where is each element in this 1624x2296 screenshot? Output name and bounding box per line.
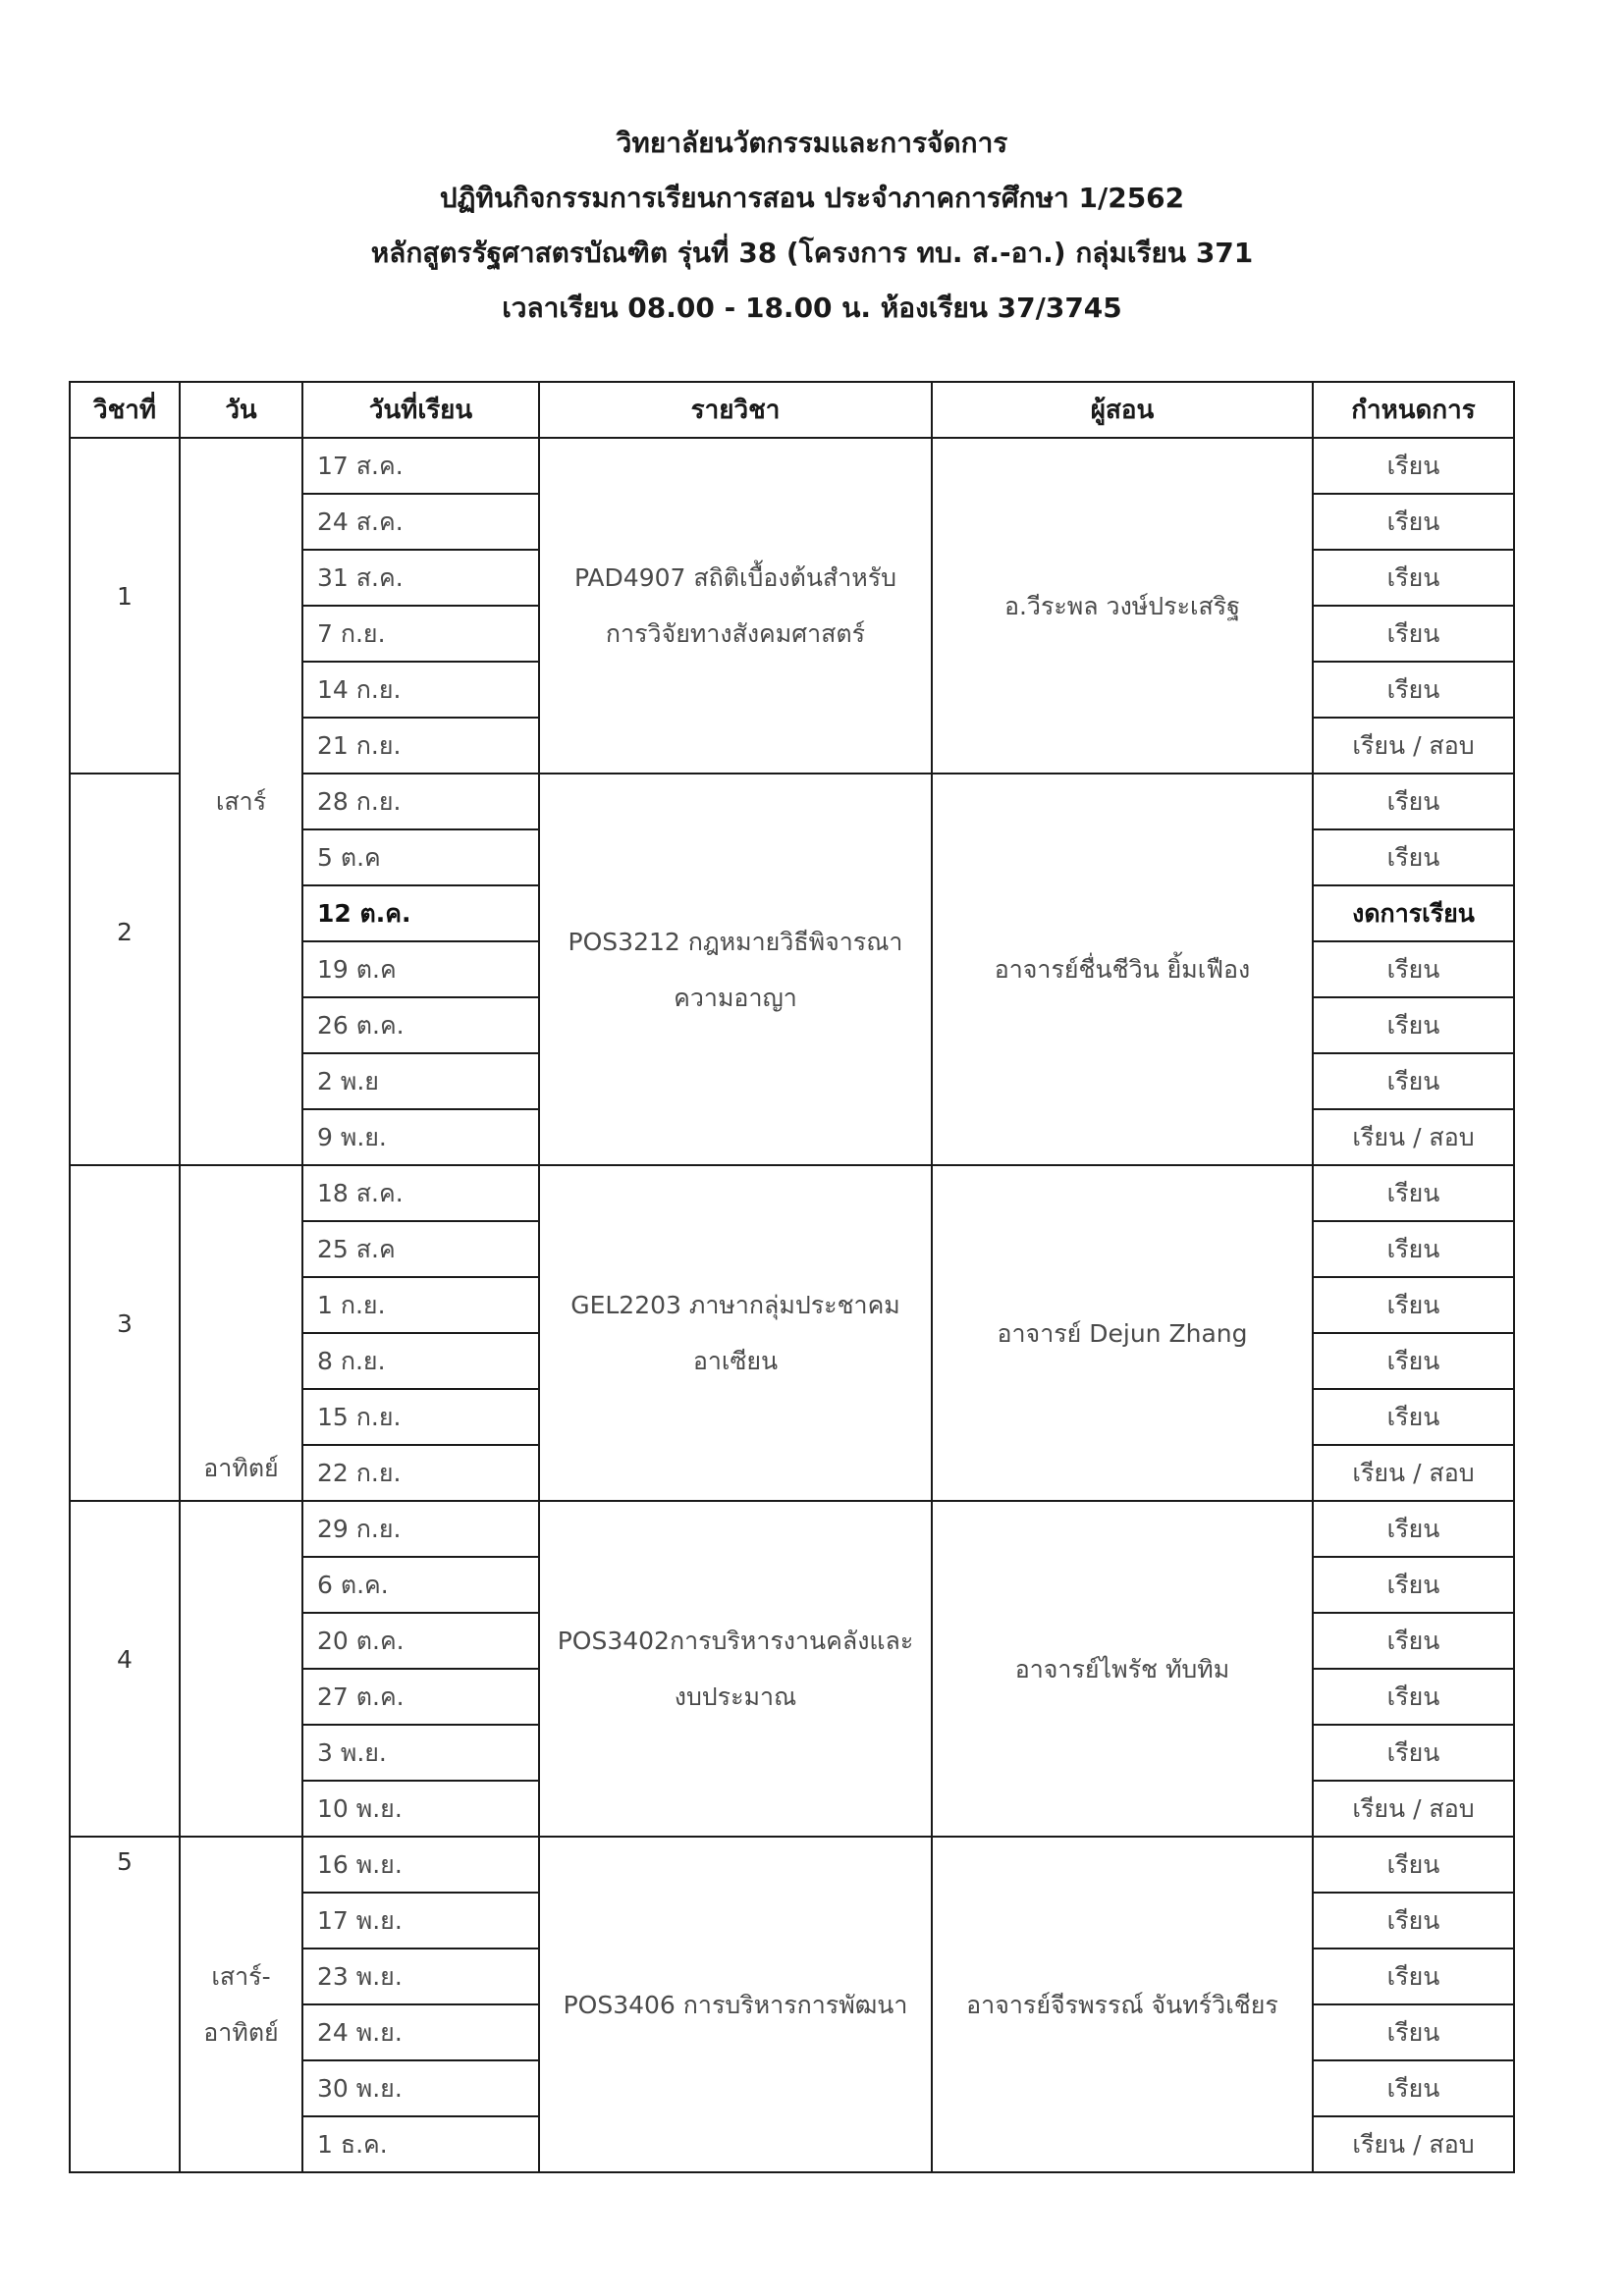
schedule-table [69,381,1515,2173]
course-number: 4 [70,1501,180,1837]
course-name [539,1837,932,2172]
program-line: หลักสูตรรัฐศาสตรบัณฑิต รุ่นที่ 38 (โครงการ ทบ. ส.-อา.) กลุ่มเรียน 371 [370,237,1254,269]
teacher-name: อาจารย์ชื่นชีวิน ยิ้มเฟือง [932,774,1313,1165]
course-name-line: PAD4907 สถิติเบื้องต้นสำหรับ [573,563,897,592]
table-row [70,1165,1514,1221]
session-status: เรียน / สอบ [1313,1781,1514,1837]
course-number: 2 [70,774,180,1165]
col-header-teacher: ผู้สอน [932,382,1313,438]
session-date: 8 ก.ย. [302,1333,539,1389]
course-number: 3 [70,1165,180,1501]
session-status: เรียน [1313,774,1514,829]
col-header-date: วันที่เรียน [302,382,539,438]
course-name-line: อาเซียน [692,1347,779,1375]
session-date: 24 ส.ค. [302,494,539,550]
course-name [539,438,932,774]
course-name-line: POS3212 กฎหมายวิธีพิจารณา [568,927,903,956]
session-status: เรียน [1313,2004,1514,2060]
teacher-name: อาจารย์ Dejun Zhang [932,1165,1313,1501]
table-row [70,438,1514,494]
session-status: เรียน [1313,1277,1514,1333]
session-date: 30 พ.ย. [302,2060,539,2116]
session-date: 17 ส.ค. [302,438,539,494]
day-cell [180,1837,302,2172]
session-date: 24 พ.ย. [302,2004,539,2060]
session-date: 29 ก.ย. [302,1501,539,1557]
col-header-day: วัน [180,382,302,438]
session-date: 20 ต.ค. [302,1613,539,1669]
session-status: เรียน [1313,1557,1514,1613]
session-date: 15 ก.ย. [302,1389,539,1445]
session-status: เรียน [1313,1725,1514,1781]
calendar-title: ปฏิทินกิจกรรมการเรียนการสอน ประจำภาคการศึกษา 1/2562 [439,182,1185,214]
teacher-name: อาจารย์ไพรัช ทับทิม [932,1501,1313,1837]
session-status: เรียน [1313,1613,1514,1669]
session-status: เรียน [1313,829,1514,885]
session-date: 25 ส.ค [302,1221,539,1277]
session-status: เรียน [1313,1501,1514,1557]
session-date: 9 พ.ย. [302,1109,539,1165]
session-date: 27 ต.ค. [302,1669,539,1725]
document-header [0,116,1624,336]
course-number: 1 [70,438,180,774]
session-status: เรียน [1313,1333,1514,1389]
session-date: 19 ต.ค [302,941,539,997]
day-cell-empty [180,1501,302,1837]
course-name [539,1165,932,1501]
teacher-name: อ.วีระพล วงษ์ประเสริฐ [932,438,1313,774]
day-cell: อาทิตย์ [180,1165,302,1501]
day-label-line: เสาร์- [211,1962,271,1991]
session-status: งดการเรียน [1313,885,1514,941]
course-name-line: ความอาญา [674,983,797,1012]
session-status: เรียน [1313,1165,1514,1221]
course-name [539,774,932,1165]
session-status: เรียน [1313,494,1514,550]
session-status: เรียน / สอบ [1313,1445,1514,1501]
course-number: 5 [70,1837,180,2172]
session-status: เรียน [1313,1669,1514,1725]
session-date: 3 พ.ย. [302,1725,539,1781]
course-name-line: POS3402การบริหารงานคลังและ [557,1627,914,1655]
course-name-line: งบประมาณ [674,1682,797,1711]
table-row [70,1837,1514,1893]
table-header-row [70,382,1514,438]
session-date: 26 ต.ค. [302,997,539,1053]
session-date: 18 ส.ค. [302,1165,539,1221]
session-date: 16 พ.ย. [302,1837,539,1893]
session-date: 23 พ.ย. [302,1949,539,2004]
college-name: วิทยาลัยนวัตกรรมและการจัดการ [616,127,1008,159]
session-status: เรียน [1313,941,1514,997]
session-status: เรียน [1313,2060,1514,2116]
session-status: เรียน / สอบ [1313,1109,1514,1165]
course-name-line: POS3406 การบริหารการพัฒนา [563,1990,908,2019]
session-date: 10 พ.ย. [302,1781,539,1837]
session-date: 5 ต.ค [302,829,539,885]
day-label-line: อาทิตย์ [203,2018,279,2047]
session-status: เรียน [1313,1949,1514,2004]
session-status: เรียน [1313,438,1514,494]
session-date: 22 ก.ย. [302,1445,539,1501]
session-date: 31 ส.ค. [302,550,539,606]
day-cell: เสาร์ [180,438,302,1165]
session-status: เรียน [1313,1221,1514,1277]
col-header-schedule: กำหนดการ [1313,382,1514,438]
session-date: 1 ก.ย. [302,1277,539,1333]
time-room-line: เวลาเรียน 08.00 - 18.00 น. ห้องเรียน 37/3745 [502,292,1122,324]
session-date: 2 พ.ย [302,1053,539,1109]
session-status: เรียน [1313,997,1514,1053]
session-date: 12 ต.ค. [302,885,539,941]
course-name-line: GEL2203 ภาษากลุ่มประชาคม [570,1291,900,1319]
session-status: เรียน / สอบ [1313,718,1514,774]
col-header-course-number: วิชาที่ [70,382,180,438]
course-name-line: การวิจัยทางสังคมศาสตร์ [605,619,866,648]
session-date: 14 ก.ย. [302,662,539,718]
course-name [539,1501,932,1837]
session-date: 17 พ.ย. [302,1893,539,1949]
session-status: เรียน [1313,662,1514,718]
session-status: เรียน [1313,1389,1514,1445]
session-status: เรียน [1313,606,1514,662]
session-date: 1 ธ.ค. [302,2116,539,2172]
session-date: 21 ก.ย. [302,718,539,774]
session-date: 28 ก.ย. [302,774,539,829]
table-row [70,1501,1514,1557]
session-status: เรียน [1313,550,1514,606]
session-status: เรียน / สอบ [1313,2116,1514,2172]
session-status: เรียน [1313,1893,1514,1949]
session-status: เรียน [1313,1053,1514,1109]
col-header-course: รายวิชา [539,382,932,438]
teacher-name: อาจารย์จีรพรรณ์ จันทร์วิเชียร [932,1837,1313,2172]
session-date: 6 ต.ค. [302,1557,539,1613]
session-status: เรียน [1313,1837,1514,1893]
session-date: 7 ก.ย. [302,606,539,662]
